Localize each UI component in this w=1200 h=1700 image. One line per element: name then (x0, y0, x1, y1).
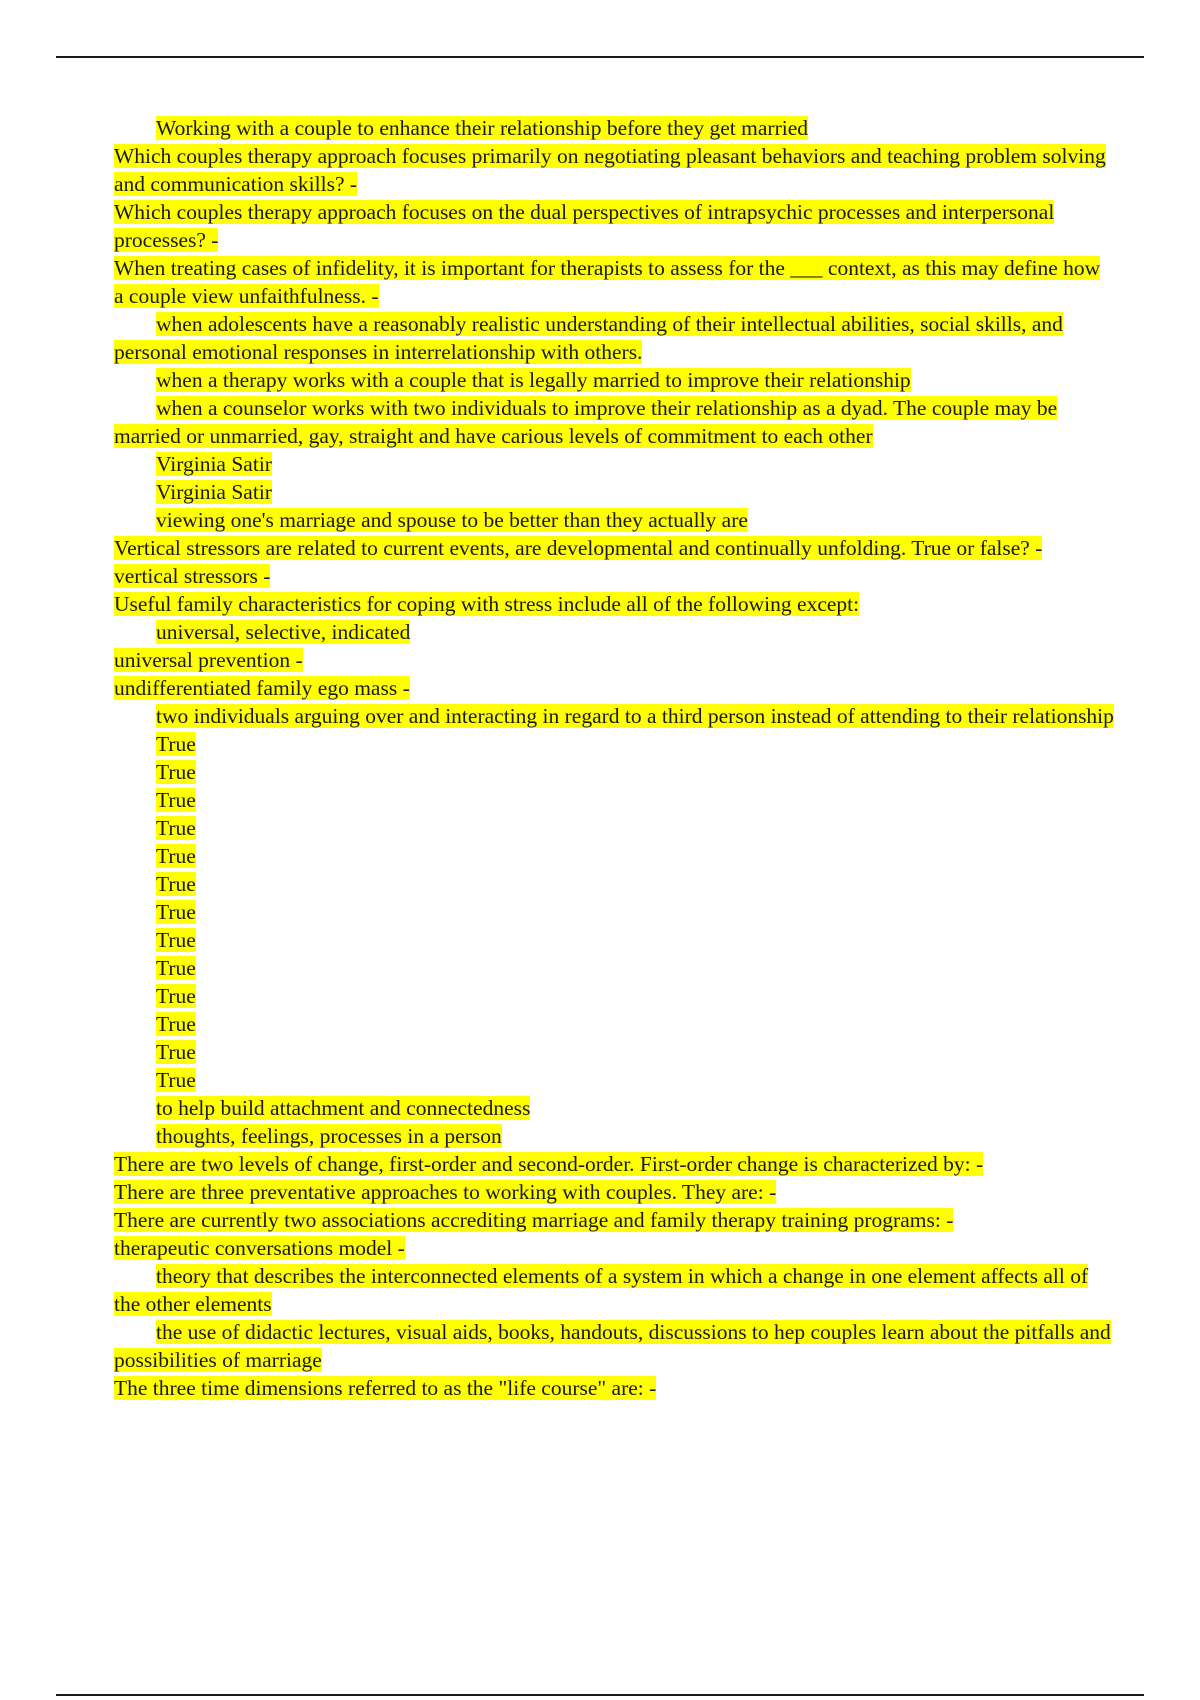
header-rule (56, 56, 1144, 58)
answer-line (114, 450, 1114, 478)
document-body (114, 114, 1114, 1402)
highlighted-text: There are two levels of change, first-order and second-order. First-order change is characterized by: - (114, 1152, 984, 1176)
highlighted-text: True (156, 900, 196, 924)
answer-line (114, 394, 1114, 450)
question-line (114, 562, 1114, 590)
answer-line (114, 758, 1114, 786)
question-line (114, 590, 1114, 618)
answer-line (114, 1094, 1114, 1122)
question-line (114, 646, 1114, 674)
highlighted-text: True (156, 844, 196, 868)
question-line (114, 142, 1114, 198)
question-line (114, 1206, 1114, 1234)
highlighted-text: vertical stressors - (114, 564, 271, 588)
highlighted-text: When treating cases of infidelity, it is important for therapists to assess for the ___ context, as this may define how a couple view unfaithfulness. - (114, 256, 1101, 308)
highlighted-text: Working with a couple to enhance their relationship before they get married (156, 116, 808, 140)
highlighted-text: universal, selective, indicated (156, 620, 411, 644)
highlighted-text: viewing one's marriage and spouse to be better than they actually are (156, 508, 748, 532)
highlighted-text: There are currently two associations accrediting marriage and family therapy training programs: - (114, 1208, 954, 1232)
answer-line (114, 506, 1114, 534)
answer-line (114, 366, 1114, 394)
footer-rule (56, 1694, 1144, 1696)
highlighted-text: Virginia Satir (156, 452, 272, 476)
highlighted-text: Vertical stressors are related to current events, are developmental and continually unfolding. True or false? - (114, 536, 1043, 560)
highlighted-text: when a therapy works with a couple that is legally married to improve their relationship (156, 368, 911, 392)
answer-line (114, 1318, 1114, 1374)
question-line (114, 1374, 1114, 1402)
answer-line (114, 1122, 1114, 1150)
highlighted-text: True (156, 928, 196, 952)
highlighted-text: when a counselor works with two individuals to improve their relationship as a dyad. The couple may be married or unmarried, gay, straight and have carious levels of commitment to each other (114, 396, 1058, 448)
highlighted-text: True (156, 788, 196, 812)
highlighted-text: The three time dimensions referred to as the "life course" are: - (114, 1376, 657, 1400)
answer-line (114, 114, 1114, 142)
answer-line (114, 618, 1114, 646)
highlighted-text: Which couples therapy approach focuses primarily on negotiating pleasant behaviors and teaching problem solving and communication skills? - (114, 144, 1106, 196)
answer-line (114, 870, 1114, 898)
highlighted-text: when adolescents have a reasonably realistic understanding of their intellectual abilities, social skills, and personal emotional responses in interrelationship with others. (114, 312, 1063, 364)
highlighted-text: thoughts, feelings, processes in a person (156, 1124, 502, 1148)
answer-line (114, 954, 1114, 982)
highlighted-text: True (156, 1012, 196, 1036)
answer-line (114, 1010, 1114, 1038)
question-line (114, 674, 1114, 702)
highlighted-text: Which couples therapy approach focuses on the dual perspectives of intrapsychic processes and interpersonal processes? - (114, 200, 1055, 252)
answer-line (114, 898, 1114, 926)
highlighted-text: True (156, 872, 196, 896)
answer-line (114, 982, 1114, 1010)
highlighted-text: Virginia Satir (156, 480, 272, 504)
highlighted-text: therapeutic conversations model - (114, 1236, 405, 1260)
highlighted-text: to help build attachment and connectedness (156, 1096, 531, 1120)
question-line (114, 1178, 1114, 1206)
answer-line (114, 730, 1114, 758)
answer-line (114, 1038, 1114, 1066)
highlighted-text: universal prevention - (114, 648, 303, 672)
highlighted-text: undifferentiated family ego mass - (114, 676, 410, 700)
answer-line (114, 926, 1114, 954)
answer-line (114, 702, 1114, 730)
highlighted-text: Useful family characteristics for coping with stress include all of the following except: (114, 592, 860, 616)
answer-line (114, 1262, 1114, 1318)
question-line (114, 198, 1114, 254)
question-line (114, 1150, 1114, 1178)
highlighted-text: True (156, 984, 196, 1008)
answer-line (114, 1066, 1114, 1094)
question-line (114, 1234, 1114, 1262)
highlighted-text: True (156, 760, 196, 784)
highlighted-text: True (156, 816, 196, 840)
answer-line (114, 310, 1114, 366)
highlighted-text: two individuals arguing over and interacting in regard to a third person instead of attending to their relationship (156, 704, 1114, 728)
highlighted-text: True (156, 1068, 196, 1092)
highlighted-text: True (156, 732, 196, 756)
answer-line (114, 478, 1114, 506)
answer-line (114, 814, 1114, 842)
highlighted-text: There are three preventative approaches to working with couples. They are: - (114, 1180, 777, 1204)
question-line (114, 534, 1114, 562)
highlighted-text: True (156, 1040, 196, 1064)
highlighted-text: the use of didactic lectures, visual aids, books, handouts, discussions to hep couples learn about the pitfalls and possibilities of marriage (114, 1320, 1111, 1372)
highlighted-text: True (156, 956, 196, 980)
highlighted-text: theory that describes the interconnected elements of a system in which a change in one element affects all of the other elements (114, 1264, 1089, 1316)
answer-line (114, 842, 1114, 870)
answer-line (114, 786, 1114, 814)
question-line (114, 254, 1114, 310)
